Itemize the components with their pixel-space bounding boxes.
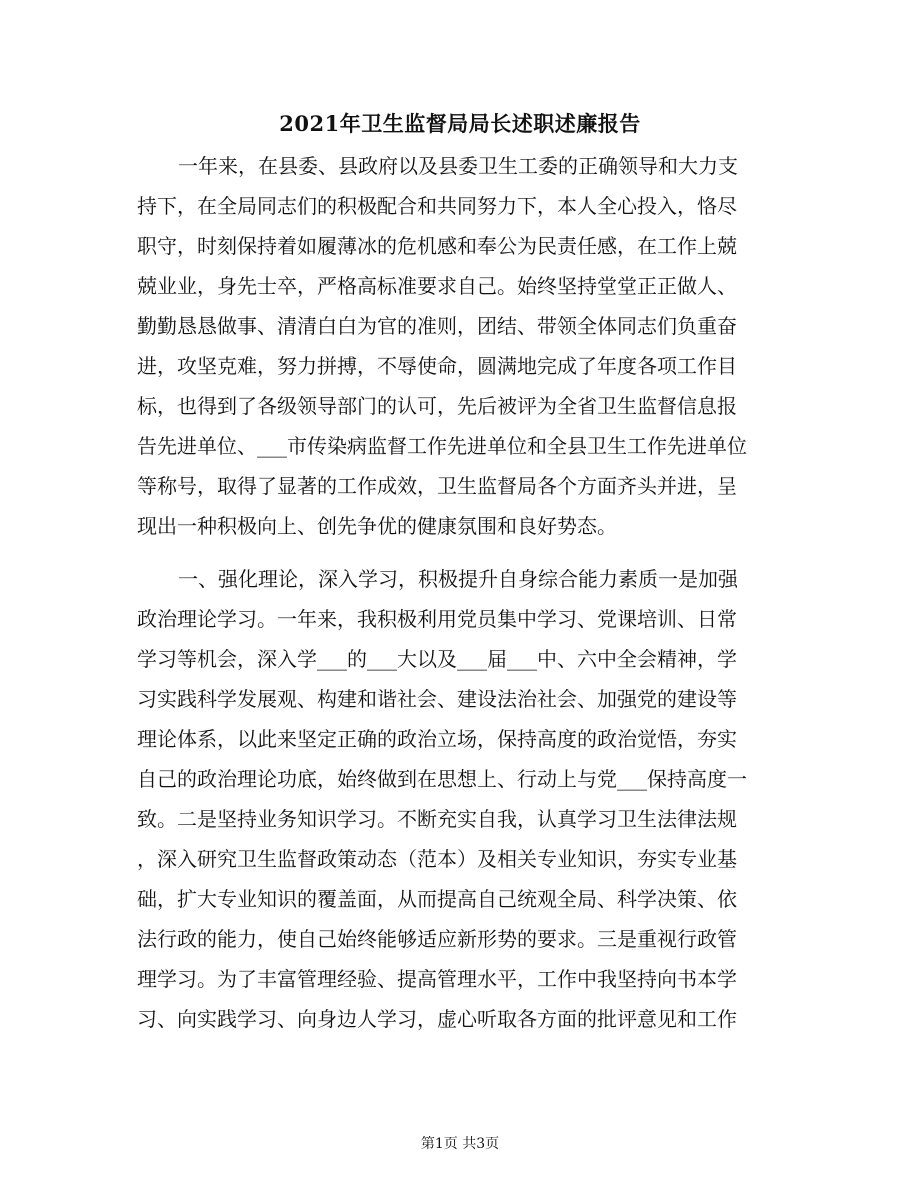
text-line: 告先进单位、___市传染病监督工作先进单位和全县卫生工作先进单位	[137, 434, 747, 458]
text-line: 致。二是坚持业务知识学习。不断充实自我，认真学习卫生法律法规	[137, 807, 737, 831]
text-line: 理论体系，以此来坚定正确的政治立场，保持高度的政治觉悟，夯实	[137, 727, 737, 751]
text-line: 自己的政治理论功底，始终做到在思想上、行动上与党___保持高度一	[137, 767, 747, 791]
text-line: 进，攻坚克难，努力拼搏，不辱使命，圆满地完成了年度各项工作目	[137, 354, 737, 378]
text-line: 习、向实践学习、向身边人学习，虚心听取各方面的批评意见和工作	[137, 1007, 737, 1031]
text-line: 法行政的能力，使自己始终能够适应新形势的要求。三是重视行政管	[137, 927, 737, 951]
text-line: 政治理论学习。一年来，我积极利用党员集中学习、党课培训、日常	[137, 607, 737, 631]
text-line: 等称号，取得了显著的工作成效，卫生监督局各个方面齐头并进，呈	[137, 474, 737, 498]
text-line: 标，也得到了各级领导部门的认可，先后被评为全省卫生监督信息报	[137, 394, 737, 418]
text-line: 理学习。为了丰富管理经验、提高管理水平，工作中我坚持向书本学	[137, 967, 737, 991]
text-line: 持下，在全局同志们的积极配合和共同努力下，本人全心投入，恪尽	[137, 194, 737, 218]
page-number: 第1页 共3页	[420, 1136, 500, 1152]
text-line: 习实践科学发展观、构建和谐社会、建设法治社会、加强党的建设等	[137, 687, 737, 711]
document-title: 2021年卫生监督局局长述职述廉报告	[279, 111, 641, 136]
text-line: 一年来，在县委、县政府以及县委卫生工委的正确领导和大力支	[178, 154, 738, 178]
text-line: 础，扩大专业知识的覆盖面，从而提高自己统观全局、科学决策、依	[137, 887, 737, 911]
text-line: 学习等机会，深入学___的___大以及___届___中、六中全会精神，学	[137, 647, 737, 671]
text-line: ，深入研究卫生监督政策动态（范本）及相关专业知识，夯实专业基	[137, 847, 737, 871]
text-line: 现出一种积极向上、创先争优的健康氛围和良好势态。	[137, 514, 617, 538]
text-line: 勤勤恳恳做事、清清白白为官的准则，团结、带领全体同志们负重奋	[137, 314, 737, 338]
text-line: 兢业业，身先士卒，严格高标准要求自己。始终坚持堂堂正正做人、	[137, 274, 737, 298]
text-line: 职守，时刻保持着如履薄冰的危机感和奉公为民责任感，在工作上兢	[137, 234, 737, 258]
text-line: 一、强化理论，深入学习，积极提升自身综合能力素质一是加强	[178, 567, 738, 591]
